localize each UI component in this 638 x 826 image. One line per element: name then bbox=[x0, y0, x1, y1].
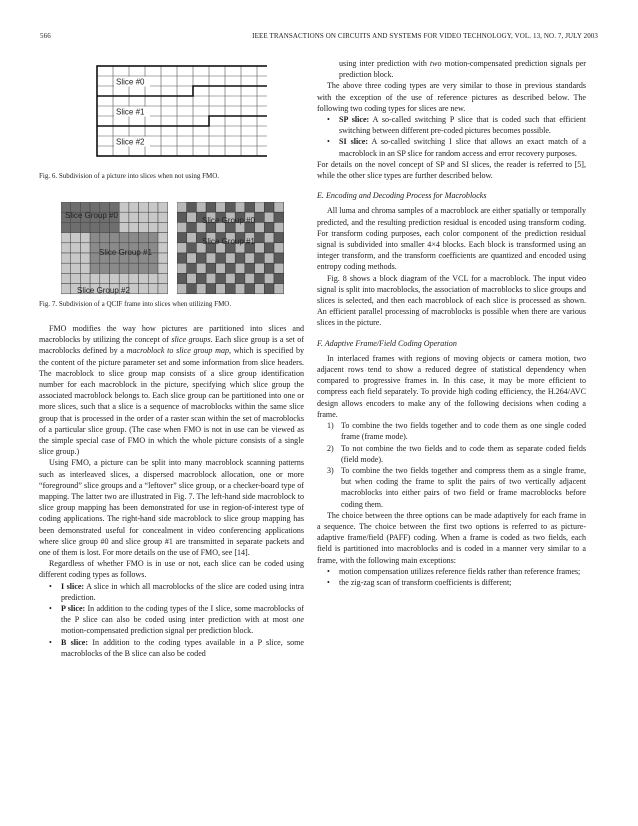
list-continuation: using inter prediction with two motion-compensated prediction signals per prediction block. bbox=[339, 59, 586, 80]
journal-title: IEEE TRANSACTIONS ON CIRCUITS AND SYSTEMS FOR VIDEO TECHNOLOGY, VOL. 13, NO. 7, JULY 2003 bbox=[252, 32, 598, 40]
list-item: • SP slice: A so-called switching P slice that is coded such that efficient switching between different pre-coded pictures becomes possible. bbox=[317, 114, 586, 136]
paragraph: All luma and chroma samples of a macroblock are either spatially or temporally predicted, and the resulting prediction residual is encoded using transform coding. For transform coding purposes, each color component of the prediction residual signal is subdivided into smaller 4×4 blocks. Each block is transformed using an integer transform, and the transform coefficients are quantized and encoded using entropy coding methods. bbox=[317, 206, 586, 272]
exceptions-list bbox=[317, 566, 586, 588]
paragraph: The above three coding types are very similar to those in previous standards with the exception of the use of reference pictures as described below. The following two coding types for slices are new. bbox=[317, 81, 586, 113]
paragraph: FMO modifies the way how pictures are partitioned into slices and macroblocks by utilizing the concept of slice groups. Each slice group is a set of macroblocks defined by a macroblock to slice group map, which is specified by the content of the picture parameter set and some information from slice headers. The macroblock to slice group map consists of a slice group identification number for each macroblock in the picture, specifying which slice group the associated macroblock belongs to. Each slice group can be partitioned into one or more slices, such that a slice is a sequence of macroblocks within the same slice group that is processed in the order of a raster scan within the set of macroblocks of a particular slice group. (The case when FMO is not in use can be viewed as the simple special case of FMO in which the whole picture consists of a single slice group.) bbox=[39, 324, 304, 457]
list-item: 2) To not combine the two fields and to code them as separate coded fields (field mode). bbox=[327, 443, 586, 464]
list-item: • I slice: A slice in which all macroblocks of the slice are coded using intra prediction. bbox=[39, 581, 304, 603]
slice-group-label: Slice Group #1 bbox=[99, 248, 152, 257]
left-column bbox=[39, 323, 304, 659]
figure-7-right bbox=[177, 202, 285, 296]
paragraph: Regardless of whether FMO is in use or not, each slice can be coded using different coding types as follows. bbox=[39, 559, 304, 580]
list-item: 3) To combine the two fields together and compress them as a single frame, but when coding the frame to split the pairs of two vertically adjacent macroblocks into either pairs of two field or frame macroblocks before coding them. bbox=[327, 465, 586, 509]
slice-type-list bbox=[39, 581, 304, 659]
slice-label: Slice #1 bbox=[116, 107, 145, 117]
list-item: • P slice: In addition to the coding types of the I slice, some macroblocks of the P slice can also be coded using inter prediction with at most one motion-compensated prediction signal per prediction block. bbox=[39, 603, 304, 637]
paragraph: In interlaced frames with regions of moving objects or camera motion, two adjacent rows tend to show a reduced degree of statistical dependency when compared to progressive frames in. In this case, it may be more efficient to compress each field separately. To provide high coding efficiency, the H.264/AVC design allows encoders to make any of the following decisions when coding a frame. bbox=[317, 353, 586, 419]
paragraph: The choice between the three options can be made adaptively for each frame in a sequence. The choice between the first two options is referred to as picture-adaptive frame/field (PAFF) coding. When a frame is coded as two fields, each field is partitioned into macroblocks and is coded in a manner very similar to a frame, with the following main exceptions: bbox=[317, 510, 586, 565]
paragraph: Fig. 8 shows a block diagram of the VCL for a macroblock. The input video signal is split into macroblocks, the association of macroblocks to slice groups and slices is selected, and then each macroblock of each slice is processed as shown. An efficient parallel processing of macroblocks is possible when there are various slices in the picture. bbox=[317, 273, 586, 328]
list-item: • B slice: In addition to the coding types available in a P slice, some macroblocks of the B slice can also be coded bbox=[39, 637, 304, 659]
fig7-caption: Fig. 7. Subdivision of a QCIF frame into slices when utilizing FMO. bbox=[39, 300, 232, 308]
right-column bbox=[317, 58, 586, 588]
paragraph: For details on the novel concept of SP and SI slices, the reader is referred to [5], while the other slice types are further described below. bbox=[317, 159, 586, 181]
figure-6 bbox=[95, 64, 267, 158]
slice-label: Slice #0 bbox=[116, 77, 145, 87]
section-heading-f: F. Adaptive Frame/Field Coding Operation bbox=[317, 338, 457, 348]
list-item: • the zig-zag scan of transform coefficients is different; bbox=[317, 577, 586, 588]
new-slice-type-list bbox=[317, 114, 586, 159]
figure-7-left bbox=[61, 202, 169, 296]
slice-label: Slice #2 bbox=[116, 137, 145, 147]
list-item: • motion compensation utilizes reference fields rather than reference frames; bbox=[317, 566, 586, 577]
slice-group-label: Slice Group #0 bbox=[65, 211, 118, 220]
list-item: • SI slice: A so-called switching I slice that allows an exact match of a macroblock in an SP slice for random access and error recovery purposes. bbox=[317, 136, 586, 158]
coding-options-list bbox=[317, 420, 586, 510]
section-heading-e: E. Encoding and Decoding Process for Macroblocks bbox=[317, 191, 487, 201]
list-item: 1) To combine the two fields together and to code them as one single coded frame (frame mode). bbox=[327, 421, 586, 442]
paragraph: Using FMO, a picture can be split into many macroblock scanning patterns such as interleaved slices, a dispersed macroblock allocation, one or more “foreground” slice groups and a “leftover” slice group, or a checker-board type of mapping. The latter two are illustrated in Fig. 7. The left-hand side macroblock to slice group mapping has been demonstrated for use in region-of-interest type of coding applications. The right-hand side macroblock to slice group mapping has been demonstrated useful for concealment in video conferencing applications where slice group #0 and slice group #1 are transmitted in separate packets and one of them is lost. For more details on the use of FMO, see [14]. bbox=[39, 458, 304, 558]
page-number: 566 bbox=[40, 32, 51, 40]
slice-group-label: Slice Group #1 bbox=[202, 237, 255, 246]
slice-group-label: Slice Group #0 bbox=[202, 216, 255, 225]
slice-group-label: Slice Group #2 bbox=[77, 286, 130, 295]
fig6-caption: Fig. 6. Subdivision of a picture into slices when not using FMO. bbox=[39, 172, 220, 180]
